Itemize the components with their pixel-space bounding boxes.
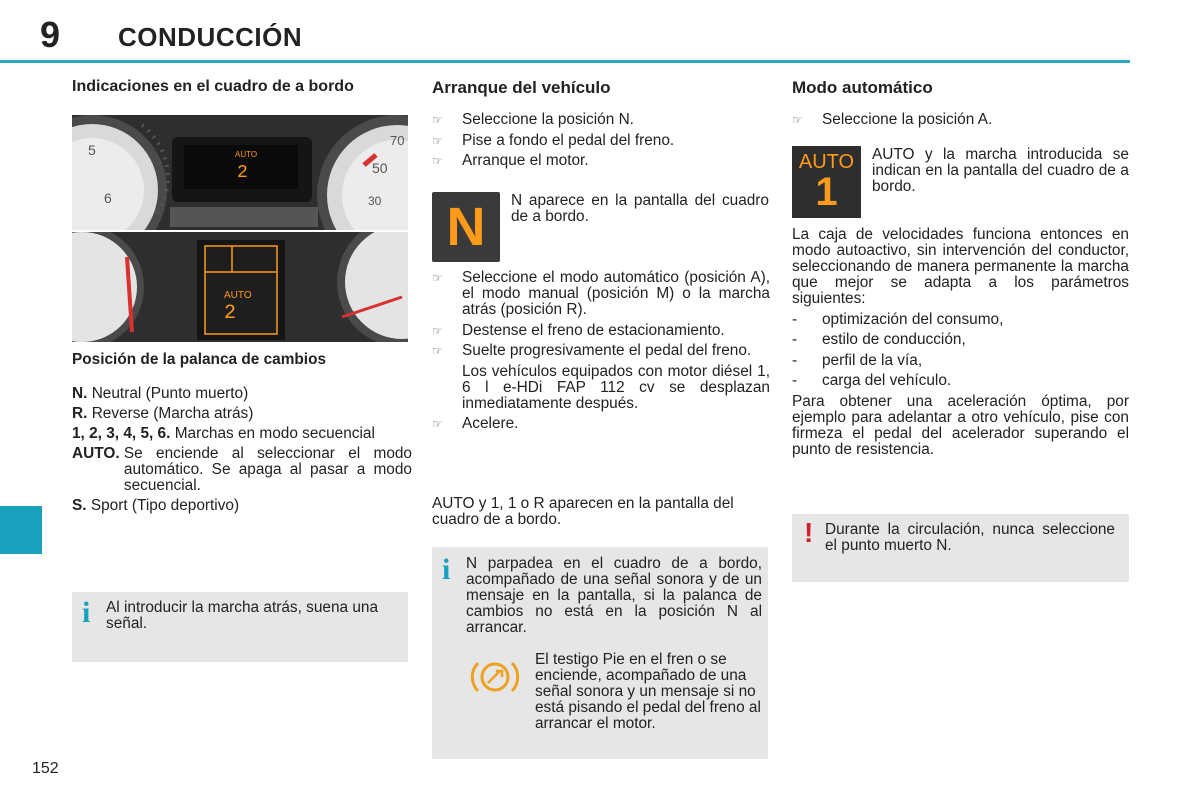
position-value: Reverse (Marcha atrás) (91, 405, 254, 422)
pointing-hand-icon: ☞ (432, 133, 443, 148)
lever-heading: Posición de la palanca de cambios (72, 351, 327, 368)
position-value: Marchas en modo secuencial (174, 425, 375, 442)
auto-label: AUTO (798, 151, 855, 173)
position-row (72, 426, 412, 442)
list-item: ☞ Acelere. (432, 415, 519, 432)
auto-gear-display-icon (792, 146, 861, 218)
position-value: Sport (Tipo deportivo) (90, 497, 240, 514)
lever-section (72, 351, 412, 518)
display-mode-text: AUTO (235, 150, 258, 159)
col1-info-box (72, 592, 408, 662)
list-item: - estilo de conducción, (792, 332, 1129, 348)
warning-text: Durante la circulación, nunca seleccione el punto muerto N. (825, 521, 1115, 554)
brake-pedal-warning-icon (470, 657, 520, 697)
start-steps-list (432, 112, 772, 169)
list-item: ☞ Seleccione la posición A. (792, 111, 993, 128)
position-key: AUTO. (72, 445, 120, 462)
list-item: ☞ Destense el freno de estacionamiento. (432, 321, 725, 339)
col3-body (792, 227, 1129, 458)
start-steps2-list (432, 270, 770, 359)
col2-info-box (432, 547, 768, 759)
auto-paragraph-2: Para obtener una aceleración óptima, por ejemplo para adelantar a otro vehículo, pise con firmeza el pedal del acelerador superando el punto de resistencia. (792, 392, 1129, 458)
pointing-hand-icon: ☞ (792, 113, 803, 127)
col3-top (792, 78, 1130, 133)
col3-heading: Modo automático (792, 78, 933, 97)
position-key: R. (72, 405, 88, 422)
n-display-letter: N (446, 197, 486, 257)
pointing-hand-icon: ☞ (432, 417, 443, 431)
chapter-title: CONDUCCIÓN (118, 22, 303, 52)
chapter-side-tab (0, 506, 42, 554)
info-icon: i (442, 553, 451, 586)
col2-steps2 (432, 270, 770, 437)
diesel-note: Los vehículos equipados con motor diésel 1, 6 l e-HDi FAP 112 cv se desplazan inmediatamente después. (462, 362, 770, 412)
warning-exclamation-icon: ! (804, 517, 814, 548)
auto-appears-text: AUTO y 1, 1 o R aparecen en la pantalla del cuadro de a bordo. (432, 495, 734, 528)
pointing-hand-icon: ☞ (432, 113, 443, 127)
info-icon: i (82, 596, 91, 629)
col1-heading: Indicaciones en el cuadro de a bordo (72, 78, 354, 95)
list-item: ☞ Arranque el motor. (432, 152, 589, 169)
dashboard-sequential-image (72, 115, 408, 230)
positions-list (72, 386, 412, 514)
position-row (72, 498, 412, 514)
auto-indicated-text: AUTO y la marcha introducida se indican en la pantalla del cuadro de a bordo. (872, 146, 1129, 195)
n-appears-text: N aparece en la pantalla del cuadro de a bordo. (511, 192, 769, 225)
position-key: N. (72, 385, 88, 402)
n-display-icon (432, 192, 500, 262)
chapter-number: 9 (40, 14, 61, 55)
list-item: ☞ Seleccione la posición N. (432, 111, 634, 128)
pointing-hand-icon: ☞ (432, 344, 443, 358)
col1-info-text: Al introducir la marcha atrás, suena una señal. (106, 599, 379, 632)
testigo-text: El testigo Pie en el fren o se enciende, acompañado de una señal sonora y un mensaje si no está pisando el pedal del freno al arrancar el motor. (535, 651, 761, 732)
gauge-mark: 70 (390, 133, 405, 148)
gauge-mark: 30 (368, 194, 382, 208)
display-gear-text: 2 (237, 163, 248, 183)
start-steps3-list (432, 416, 770, 432)
col2-top (432, 78, 772, 174)
auto-paragraph-1: La caja de velocidades funciona entonces en modo autoactivo, sin intervención del conductor, seleccionando de manera permanente la marcha que mejor se adapta a los parámetros siguientes: (792, 226, 1129, 307)
pointing-hand-icon: ☞ (432, 154, 443, 168)
col1-heading-wrap (72, 78, 412, 96)
dashboard-auto-image (72, 232, 408, 342)
list-item: ☞ Suelte progresivamente el pedal del freno. (432, 342, 752, 359)
col2-info-text: N parpadea en el cuadro de a bordo, acompañado de una señal sonora y de un mensaje en la pantalla, si la palanca de cambios no está en la posición N al arrancar. (466, 555, 762, 636)
gauge-mark: 5 (88, 142, 96, 158)
header-rule (0, 60, 1130, 63)
position-row (72, 406, 412, 422)
auto-steps-list (792, 112, 1130, 128)
position-row (72, 446, 412, 494)
list-item: - carga del vehículo. (792, 373, 1129, 389)
gear-number: 1 (815, 170, 838, 214)
list-item: - perfil de la vía, (792, 353, 1129, 369)
list-item: - optimización del consumo, (792, 312, 1129, 328)
col2-heading: Arranque del vehículo (432, 78, 611, 97)
pointing-hand-icon: ☞ (432, 323, 443, 338)
gauge-mark: 6 (104, 190, 112, 206)
display-gear-text: 2 (224, 302, 237, 325)
position-value: Neutral (Punto muerto) (91, 385, 249, 402)
position-key: 1, 2, 3, 4, 5, 6. (72, 425, 171, 442)
page-number: 152 (32, 760, 59, 777)
params-list (792, 312, 1129, 390)
list-item: ☞ Seleccione el modo automático (posición A), el modo manual (posición M) o la marcha atrás (posición R). (432, 269, 770, 318)
position-value: Se enciende al seleccionar el modo automático. Se apaga al pasar a modo secuencial. (123, 445, 412, 494)
gauge-mark: 50 (372, 160, 388, 176)
list-item: ☞ Pise a fondo el pedal del freno. (432, 131, 675, 149)
pointing-hand-icon: ☞ (432, 271, 443, 285)
display-mode-text: AUTO (224, 290, 252, 301)
position-row (72, 386, 412, 402)
col3-warning-box (792, 514, 1129, 582)
position-key: S. (72, 497, 87, 514)
